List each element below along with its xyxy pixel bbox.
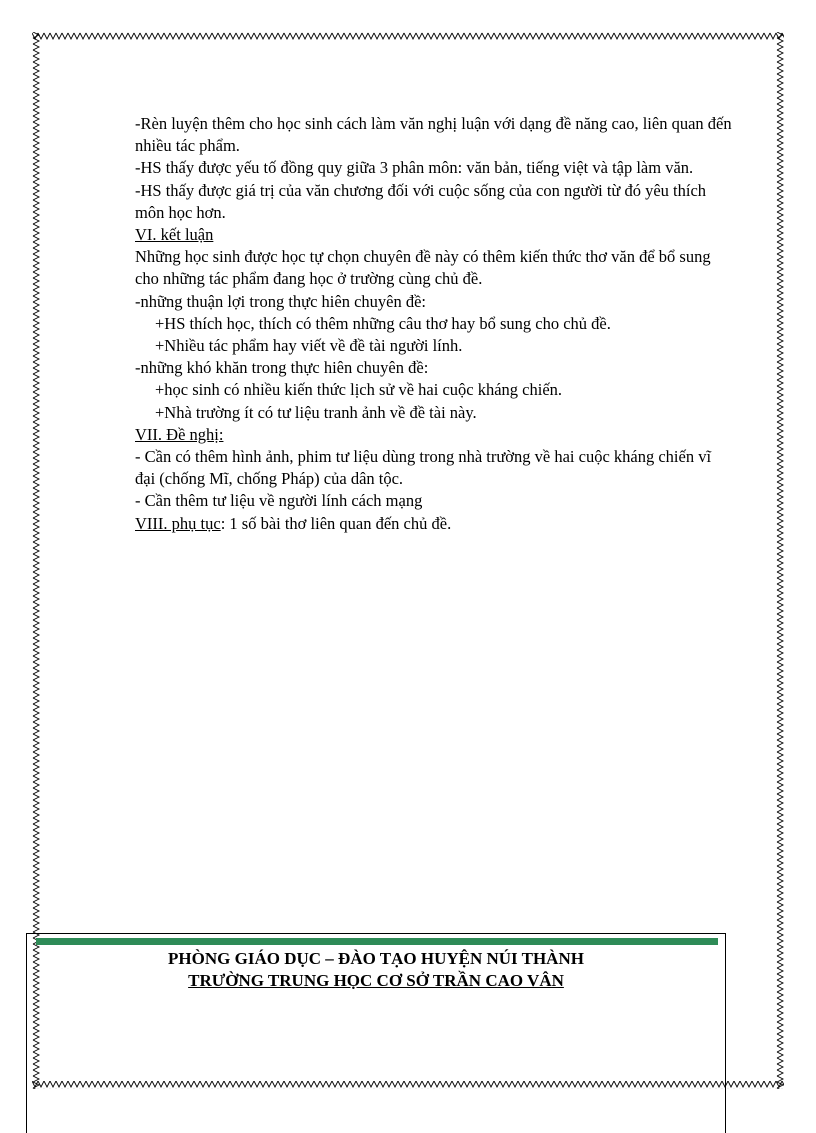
difficulties-title: -những khó khăn trong thực hiên chuyên đề: <box>135 358 429 378</box>
difficulty-item-1: +học sinh có nhiều kiến thức lịch sử về hai cuộc kháng chiến. <box>155 380 563 400</box>
document-body <box>135 113 735 535</box>
cover-header <box>26 948 726 992</box>
section-7-heading: VII. Đề nghị: <box>135 424 224 444</box>
advantages-title: -những thuận lợi trong thực hiên chuyên đề: <box>135 291 427 311</box>
advantage-item-2: +Nhiều tác phẩm hay viết về đề tài người lính. <box>155 336 463 356</box>
objective-paragraph-3: -HS thấy được giá trị của văn chương đối với cuộc sống của con người từ đó yêu thích môn học hơn. <box>135 180 707 222</box>
proposal-item-2: - Cần thêm tư liệu về người lính cách mạng <box>135 491 423 511</box>
advantage-item-1: +HS thích học, thích có thêm những câu thơ hay bổ sung cho chủ đề. <box>155 313 611 333</box>
objective-paragraph-2: -HS thấy được yếu tố đồng quy giữa 3 phân môn: văn bản, tiếng việt và tập làm văn. <box>135 158 694 178</box>
section-6-heading: VI. kết luận <box>135 225 214 245</box>
cover-school-title: TRƯỜNG TRUNG HỌC CƠ SỞ TRẦN CAO VÂN <box>188 971 564 990</box>
objective-paragraph-1: -Rèn luyện thêm cho học sinh cách làm văn nghị luận với dạng đề năng cao, liên quan đến nhiều tác phẩm. <box>135 114 732 156</box>
section-8-heading: VIII. phụ tục <box>135 513 221 533</box>
section-8-line <box>135 513 735 535</box>
cover-accent-bar <box>36 938 718 945</box>
section-6-intro: Những học sinh được học tự chọn chuyên đề này có thêm kiến thức thơ văn để bổ sung cho những tác phẩm đang học ở trường cùng chủ đề. <box>135 247 711 289</box>
section-8-text: : 1 số bài thơ liên quan đến chủ đề. <box>220 513 452 533</box>
proposal-item-1: - Cần có thêm hình ảnh, phim tư liệu dùng trong nhà trường về hai cuộc kháng chiến vĩ đại (chống Mĩ, chống Pháp) của dân tộc. <box>135 447 712 489</box>
cover-department-title: PHÒNG GIÁO DỤC – ĐÀO TẠO HUYỆN NÚI THÀNH <box>168 949 584 968</box>
difficulty-item-2: +Nhà trường ít có tư liệu tranh ảnh về đề tài này. <box>155 402 477 422</box>
